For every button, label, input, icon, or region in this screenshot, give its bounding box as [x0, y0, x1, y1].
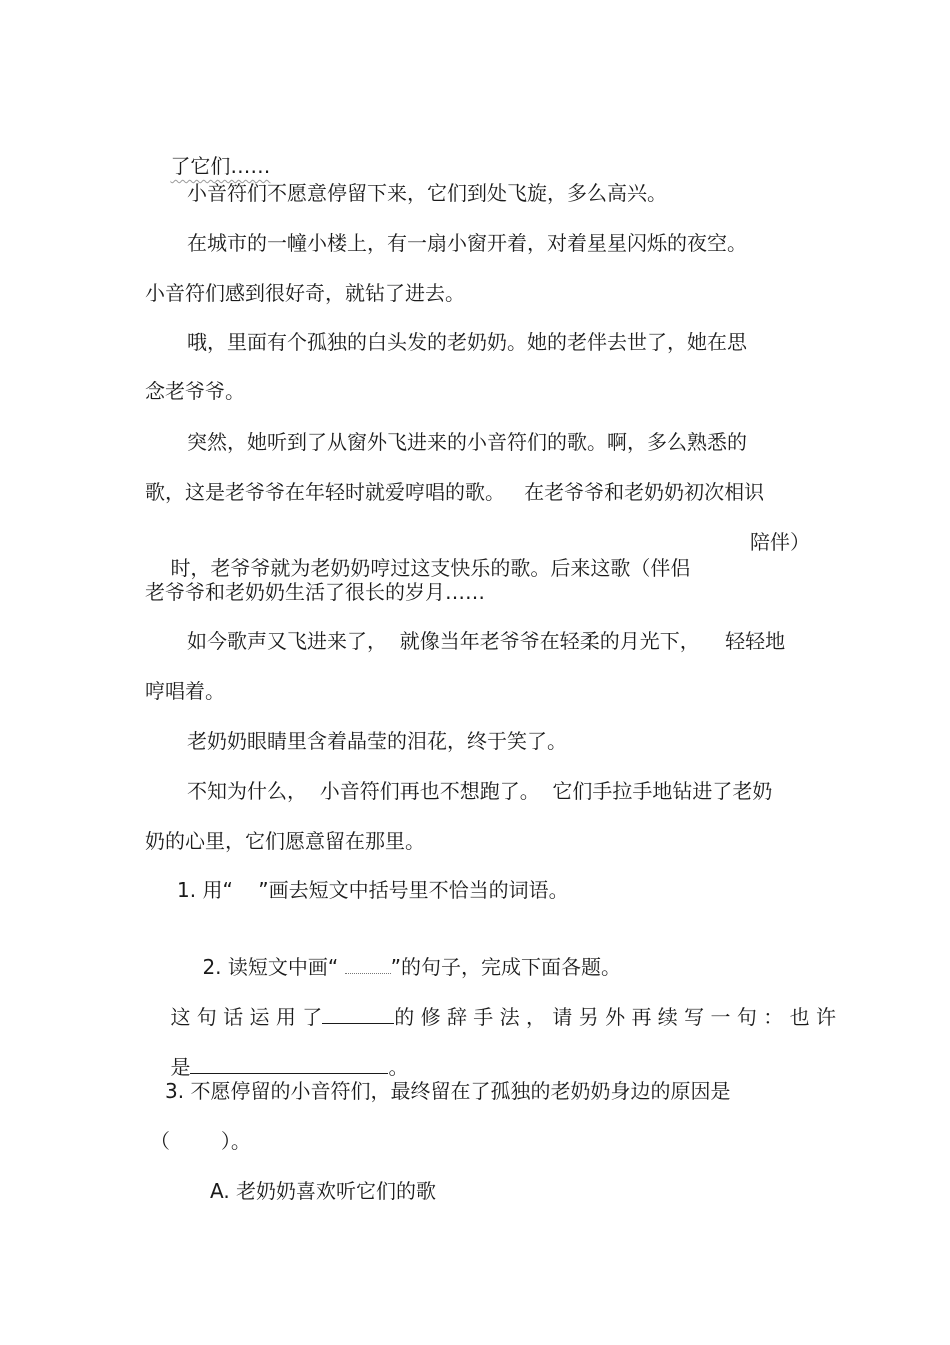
question-3: 3. 不愿停留的小音符们，最终留在了孤独的老奶奶身边的原因是 [165, 1079, 731, 1103]
passage-line: 老奶奶眼睛里含着晶莹的泪花，终于笑了。 [187, 729, 567, 753]
question-text: 2. 读短文中画“ [202, 955, 345, 979]
passage-line: 在城市的一幢小楼上，有一扇小窗开着，对着星星闪烁的夜空。 [187, 231, 747, 255]
question-text: 。 [388, 1055, 409, 1079]
passage-text: 时，老爷爷就为老奶奶哼过这支快乐的歌。后来这歌（伴侣 [170, 556, 691, 580]
passage-line: 陪伴） [750, 530, 810, 554]
question-text: 的 修 辞 手 法 ， 请 另 外 再 续 写 一 句 ： 也 许 [394, 1005, 836, 1029]
passage-line: 老爷爷和老奶奶生活了很长的岁月…… [145, 580, 485, 604]
passage-line: 奶的心里，它们愿意留在那里。 [145, 829, 425, 853]
fill-blank-rhetoric[interactable] [322, 1005, 394, 1024]
passage-line: 不知为什么， 小音符们再也不想跑了。 它们手拉手地钻进了老奶 [187, 779, 773, 803]
wavy-underlined-text: 了它们…… [170, 154, 271, 178]
passage-line: 哼唱着。 [145, 679, 225, 703]
passage-line: 哦，里面有个孤独的白头发的老奶奶。她的老伴去世了，她在思 [187, 330, 747, 354]
passage-line: 念老爷爷。 [145, 379, 245, 403]
question-text: 是 [170, 1055, 191, 1079]
passage-line: 小音符们不愿意停留下来，它们到处飞旋，多么高兴。 [187, 181, 667, 205]
passage-line: 小音符们感到很好奇，就钻了进去。 [145, 281, 465, 305]
wavy-line-sample [345, 959, 391, 974]
question-text: 这 句 话 运 用 了 [170, 1005, 323, 1029]
question-1: 1. 用“ ”画去短文中括号里不恰当的词语。 [177, 878, 569, 902]
answer-parentheses[interactable]: （ ）。 [150, 1129, 251, 1153]
passage-line: 突然，她听到了从窗外飞进来的小音符们的歌。啊，多么熟悉的 [187, 430, 747, 454]
passage-line: 如今歌声又飞进来了， 就像当年老爷爷在轻柔的月光下， 轻轻地 [187, 629, 786, 653]
passage-line: 歌，这是老爷爷在年轻时就爱哼唱的歌。 在老爷爷和老奶奶初次相识 [145, 480, 765, 504]
question-text: ”的句子，完成下面各题。 [390, 955, 621, 979]
fill-blank-sentence[interactable] [190, 1055, 388, 1074]
option-a[interactable]: A. 老奶奶喜欢听它们的歌 [210, 1179, 437, 1203]
